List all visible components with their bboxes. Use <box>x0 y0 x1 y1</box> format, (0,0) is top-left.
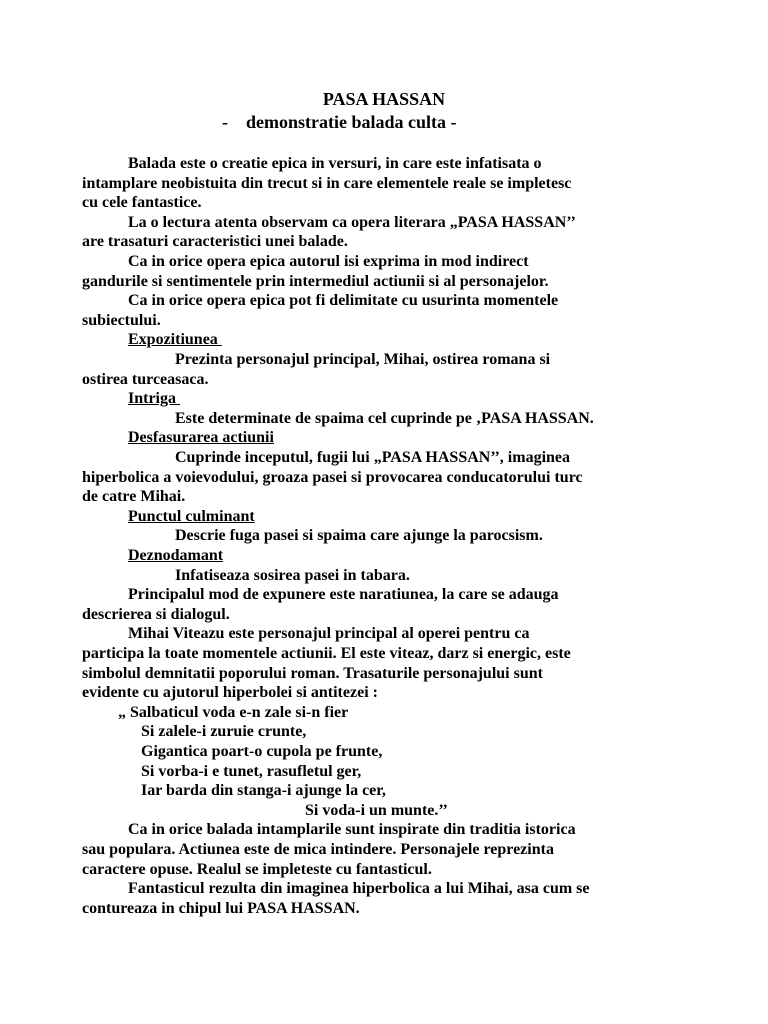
section-heading: Punctul culminant <box>128 508 255 525</box>
text-line: intamplare neobistuita din trecut si in care elementele reale se impletesc <box>82 175 572 192</box>
text-line: contureaza in chipul lui PASA HASSAN. <box>82 900 360 917</box>
text-line: Cuprinde inceputul, fugii lui „PASA HASSAN’’, imaginea <box>175 449 571 466</box>
verse-line: „ Salbaticul voda e-n zale si-n fier <box>118 704 349 721</box>
text-line: Balada este o creatie epica in versuri, in care este infatisata o <box>128 155 542 172</box>
text-line: Prezinta personajul principal, Mihai, ostirea romana si <box>175 351 551 368</box>
document-subtitle: - demonstratie balada culta - <box>222 112 457 132</box>
verse-line: Gigantica poart-o cupola pe frunte, <box>141 743 383 760</box>
verse-line: Si zalele-i zuruie crunte, <box>141 723 307 740</box>
text-line: descrierea si dialogul. <box>82 606 230 623</box>
text-line: Descrie fuga pasei si spaima care ajunge la parocsism. <box>175 527 543 544</box>
text-line: Ca in orice opera epica pot fi delimitate cu usurinta momentele <box>128 292 559 309</box>
text-line: cu cele fantastice. <box>82 194 202 211</box>
section-heading: Deznodamant <box>128 547 224 564</box>
section-heading: Expozitiunea <box>128 331 222 348</box>
text-line: hiperbolica a voievodului, groaza pasei si provocarea conducatorului turc <box>82 469 583 486</box>
text-line: Infatiseaza sosirea pasei in tabara. <box>175 567 410 584</box>
text-line: La o lectura atenta observam ca opera literara „PASA HASSAN’’ <box>128 214 576 231</box>
section-heading: Intriga <box>128 390 180 407</box>
text-line: Ca in orice balada intamplarile sunt inspirate din traditia istorica <box>128 821 576 838</box>
verse-line: Si vorba-i e tunet, rasufletul ger, <box>141 763 362 780</box>
text-line: caractere opuse. Realul se impleteste cu fantasticul. <box>82 861 432 878</box>
text-line: Ca in orice opera epica autorul isi exprima in mod indirect <box>128 253 529 270</box>
text-line: ostirea turceasaca. <box>82 371 209 388</box>
section-heading: Desfasurarea actiunii <box>128 429 274 446</box>
text-line: Principalul mod de expunere este naratiunea, la care se adauga <box>128 586 559 603</box>
text-line: subiectului. <box>82 312 161 329</box>
verse-line: Iar barda din stanga-i ajunge la cer, <box>141 782 386 799</box>
text-line: de catre Mihai. <box>82 488 186 505</box>
text-line: evidente cu ajutorul hiperbolei si antitezei : <box>82 684 378 701</box>
text-line: Mihai Viteazu este personajul principal al operei pentru ca <box>128 625 530 642</box>
verse-line: Si voda-i un munte.’’ <box>305 802 448 819</box>
text-line: Este determinate de spaima cel cuprinde pe ‚PASA HASSAN. <box>175 410 594 427</box>
text-line: Fantasticul rezulta din imaginea hiperbolica a lui Mihai, asa cum se <box>128 880 590 897</box>
text-line: participa la toate momentele actiunii. El este viteaz, darz si energic, este <box>82 645 571 662</box>
text-line: sau populara. Actiunea este de mica intindere. Personajele reprezinta <box>82 841 554 858</box>
text-line: gandurile si sentimentele prin intermediul actiunii si al personajelor. <box>82 273 549 290</box>
text-line: are trasaturi caracteristici unei balade. <box>82 233 348 250</box>
document-title: PASA HASSAN <box>322 89 446 109</box>
text-line: simbolul demnitatii poporului roman. Trasaturile personajului sunt <box>82 665 543 682</box>
